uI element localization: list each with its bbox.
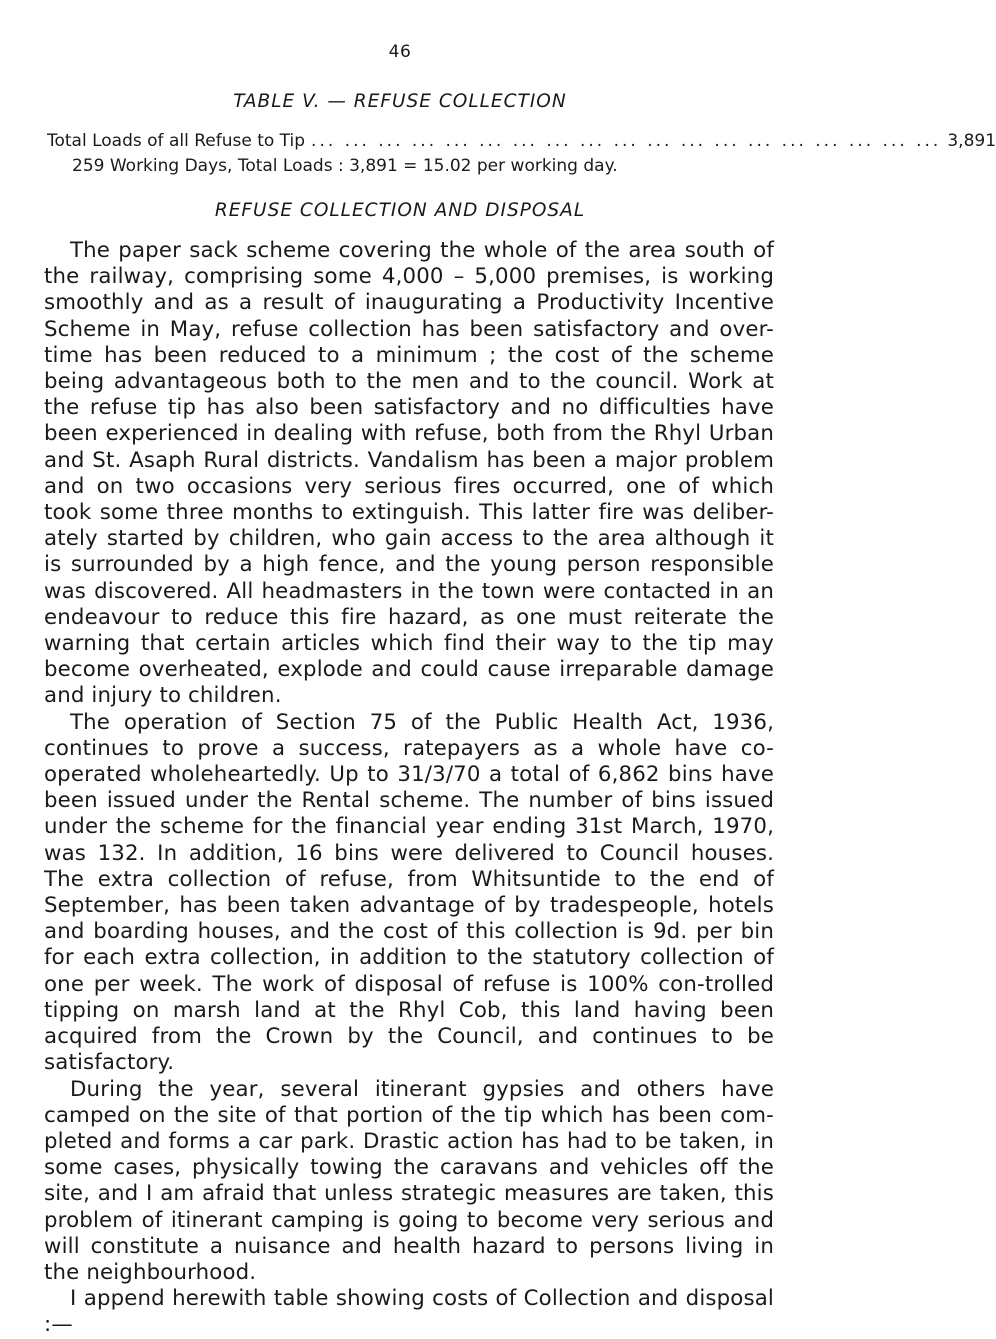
table-title: TABLE V. — REFUSE COLLECTION: [233, 91, 567, 112]
working-days-line: 259 Working Days, Total Loads : 3,891 = 15.02 per working day.: [72, 156, 618, 176]
dot-leader: ... ... ... ... ... ... ... ... ... ... ... ... ... ... ... ... ... ... ...: [311, 131, 942, 151]
page-number: 46: [388, 42, 412, 62]
body-text: [44, 238, 774, 1339]
paragraph-append-table: I append herewith table showing costs of Collection and disposal :—: [44, 1286, 774, 1338]
paragraph-section-75: The operation of Section 75 of the Public Health Act, 1936, continues to prove a success, ratepayers as a whole have co-operated wholeheartedly. Up to 31/3/70 a total of 6,862 bins have been issued under the Rental scheme. The number of bins issued under the scheme for the financial year ending 31st March, 1970, was 132. In addition, 16 bins were delivered to Council houses. The extra collection of refuse, from Whitsuntide to the end of September, has been taken advantage of by tradespeople, hotels and boarding houses, and the cost of this collection is 9d. per bin for each extra collection, in addition to the statutory collection of one per week. The work of disposal of refuse is 100% con-trolled tipping on marsh land at the Rhyl Cob, this land having been acquired from the Crown by the Council, and continues to be satisfactory.: [44, 709, 774, 1076]
total-loads-label: Total Loads of all Refuse to Tip: [47, 131, 306, 151]
paragraph-itinerant-gypsies: During the year, several itinerant gypsies and others have camped on the site of that portion of the tip which has been com-pleted and forms a car park. Drastic action has had to be taken, in some cases, physically towing the caravans and vehicles off the site, and I am afraid that unless strategic measures are taken, this problem of itinerant camping is going to become very serious and will constitute a nuisance and health hazard to persons living in the neighbourhood.: [44, 1076, 774, 1285]
total-loads-row: [47, 131, 996, 151]
paragraph-paper-sack-scheme: The paper sack scheme covering the whole of the area south of the railway, comprising some 4,000 – 5,000 premises, is working smoothly and as a result of inaugurating a Productivity Incentive Scheme in May, refuse collection has been satisfactory and over-time has been reduced to a minimum ; the cost of the scheme being advantageous both to the men and to the council. Work at the refuse tip has also been satisfactory and no difficulties have been experienced in dealing with refuse, both from the Rhyl Urban and St. Asaph Rural districts. Vandalism has been a major problem and on two occasions very serious fires occurred, one of which took some three months to extinguish. This latter fire was deliber-ately started by children, who gain access to the area although it is surrounded by a high fence, and the young person responsible was discovered. All headmasters in the town were contacted in an endeavour to reduce this fire hazard, as one must reiterate the warning that certain articles which find their way to the tip may become overheated, explode and could cause irreparable damage and injury to children.: [44, 238, 774, 709]
section-heading: REFUSE COLLECTION AND DISPOSAL: [214, 200, 586, 221]
total-loads-value: 3,891: [947, 131, 996, 151]
